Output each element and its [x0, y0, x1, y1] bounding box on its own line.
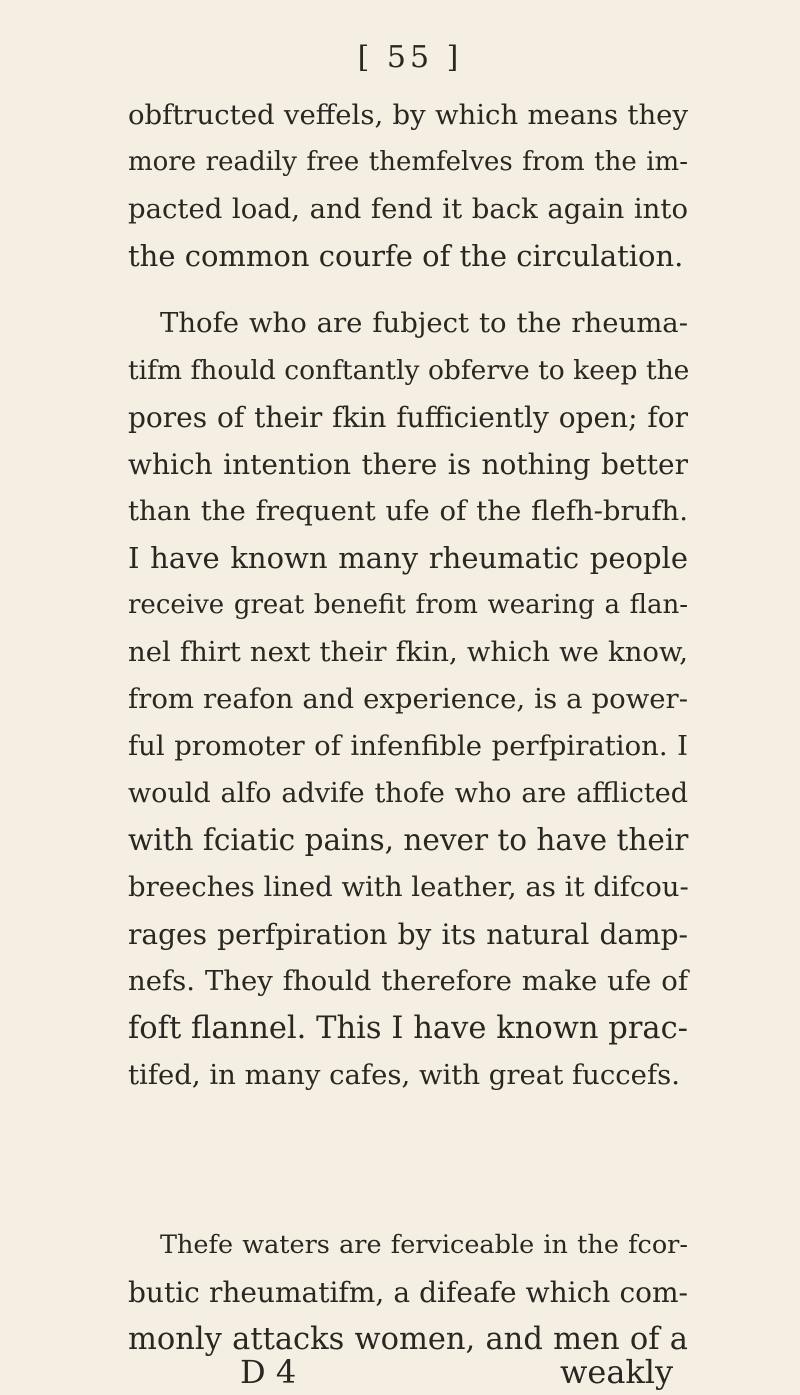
text-line: ful promoter of infenfible perfpiration. I: [128, 730, 688, 762]
text-line: nefs. They fhould therefore make ufe of: [128, 965, 688, 997]
page-footer: [0, 1352, 800, 1392]
text-line: would alfo advife thofe who are afflicted: [128, 778, 688, 809]
text-line: pacted load, and fend it back again into: [128, 193, 688, 225]
text-line: the common courfe of the circulation.: [128, 239, 684, 273]
text-line: breeches lined with leather, as it difcou-: [128, 871, 689, 903]
text-line: from reafon and experience, is a power-: [128, 683, 688, 715]
text-line: I have known many rheumatic people: [128, 541, 688, 575]
paragraph-1: [128, 92, 688, 280]
signature-mark: D 4: [240, 1353, 297, 1391]
text-line: foft flannel. This I have known prac-: [128, 1011, 688, 1046]
catchword: weakly: [560, 1353, 674, 1391]
paragraph-2: [128, 300, 688, 1099]
text-line: more readily free themfelves from the im-: [128, 147, 688, 177]
paragraph-3: [128, 1222, 688, 1363]
text-line: obftructed veffels, by which means they: [128, 99, 688, 131]
text-line: which intention there is nothing better: [128, 448, 688, 481]
text-line: tifm fhould conftantly obferve to keep the: [128, 355, 690, 386]
text-line: with fciatic pains, never to have their: [128, 823, 689, 857]
text-line: nel fhirt next their fkin, which we know,: [128, 636, 688, 668]
text-line: pores of their fkin fufficiently open; for: [128, 401, 688, 434]
text-line: monly attacks women, and men of a: [128, 1322, 688, 1357]
page-number-header: [ 55 ]: [357, 40, 463, 75]
text-line: Thefe waters are ferviceable in the fcor-: [160, 1230, 688, 1260]
text-line: rages perfpiration by its natural damp-: [128, 918, 688, 951]
text-line: Thofe who are fubject to the rheuma-: [160, 307, 688, 339]
text-line: butic rheumatifm, a difeafe which com-: [128, 1276, 688, 1309]
text-line: than the frequent ufe of the flefh-brufh.: [128, 495, 688, 527]
text-line: tifed, in many cafes, with great fuccefs.: [128, 1059, 680, 1091]
text-line: receive great benefit from wearing a flan-: [128, 590, 688, 620]
